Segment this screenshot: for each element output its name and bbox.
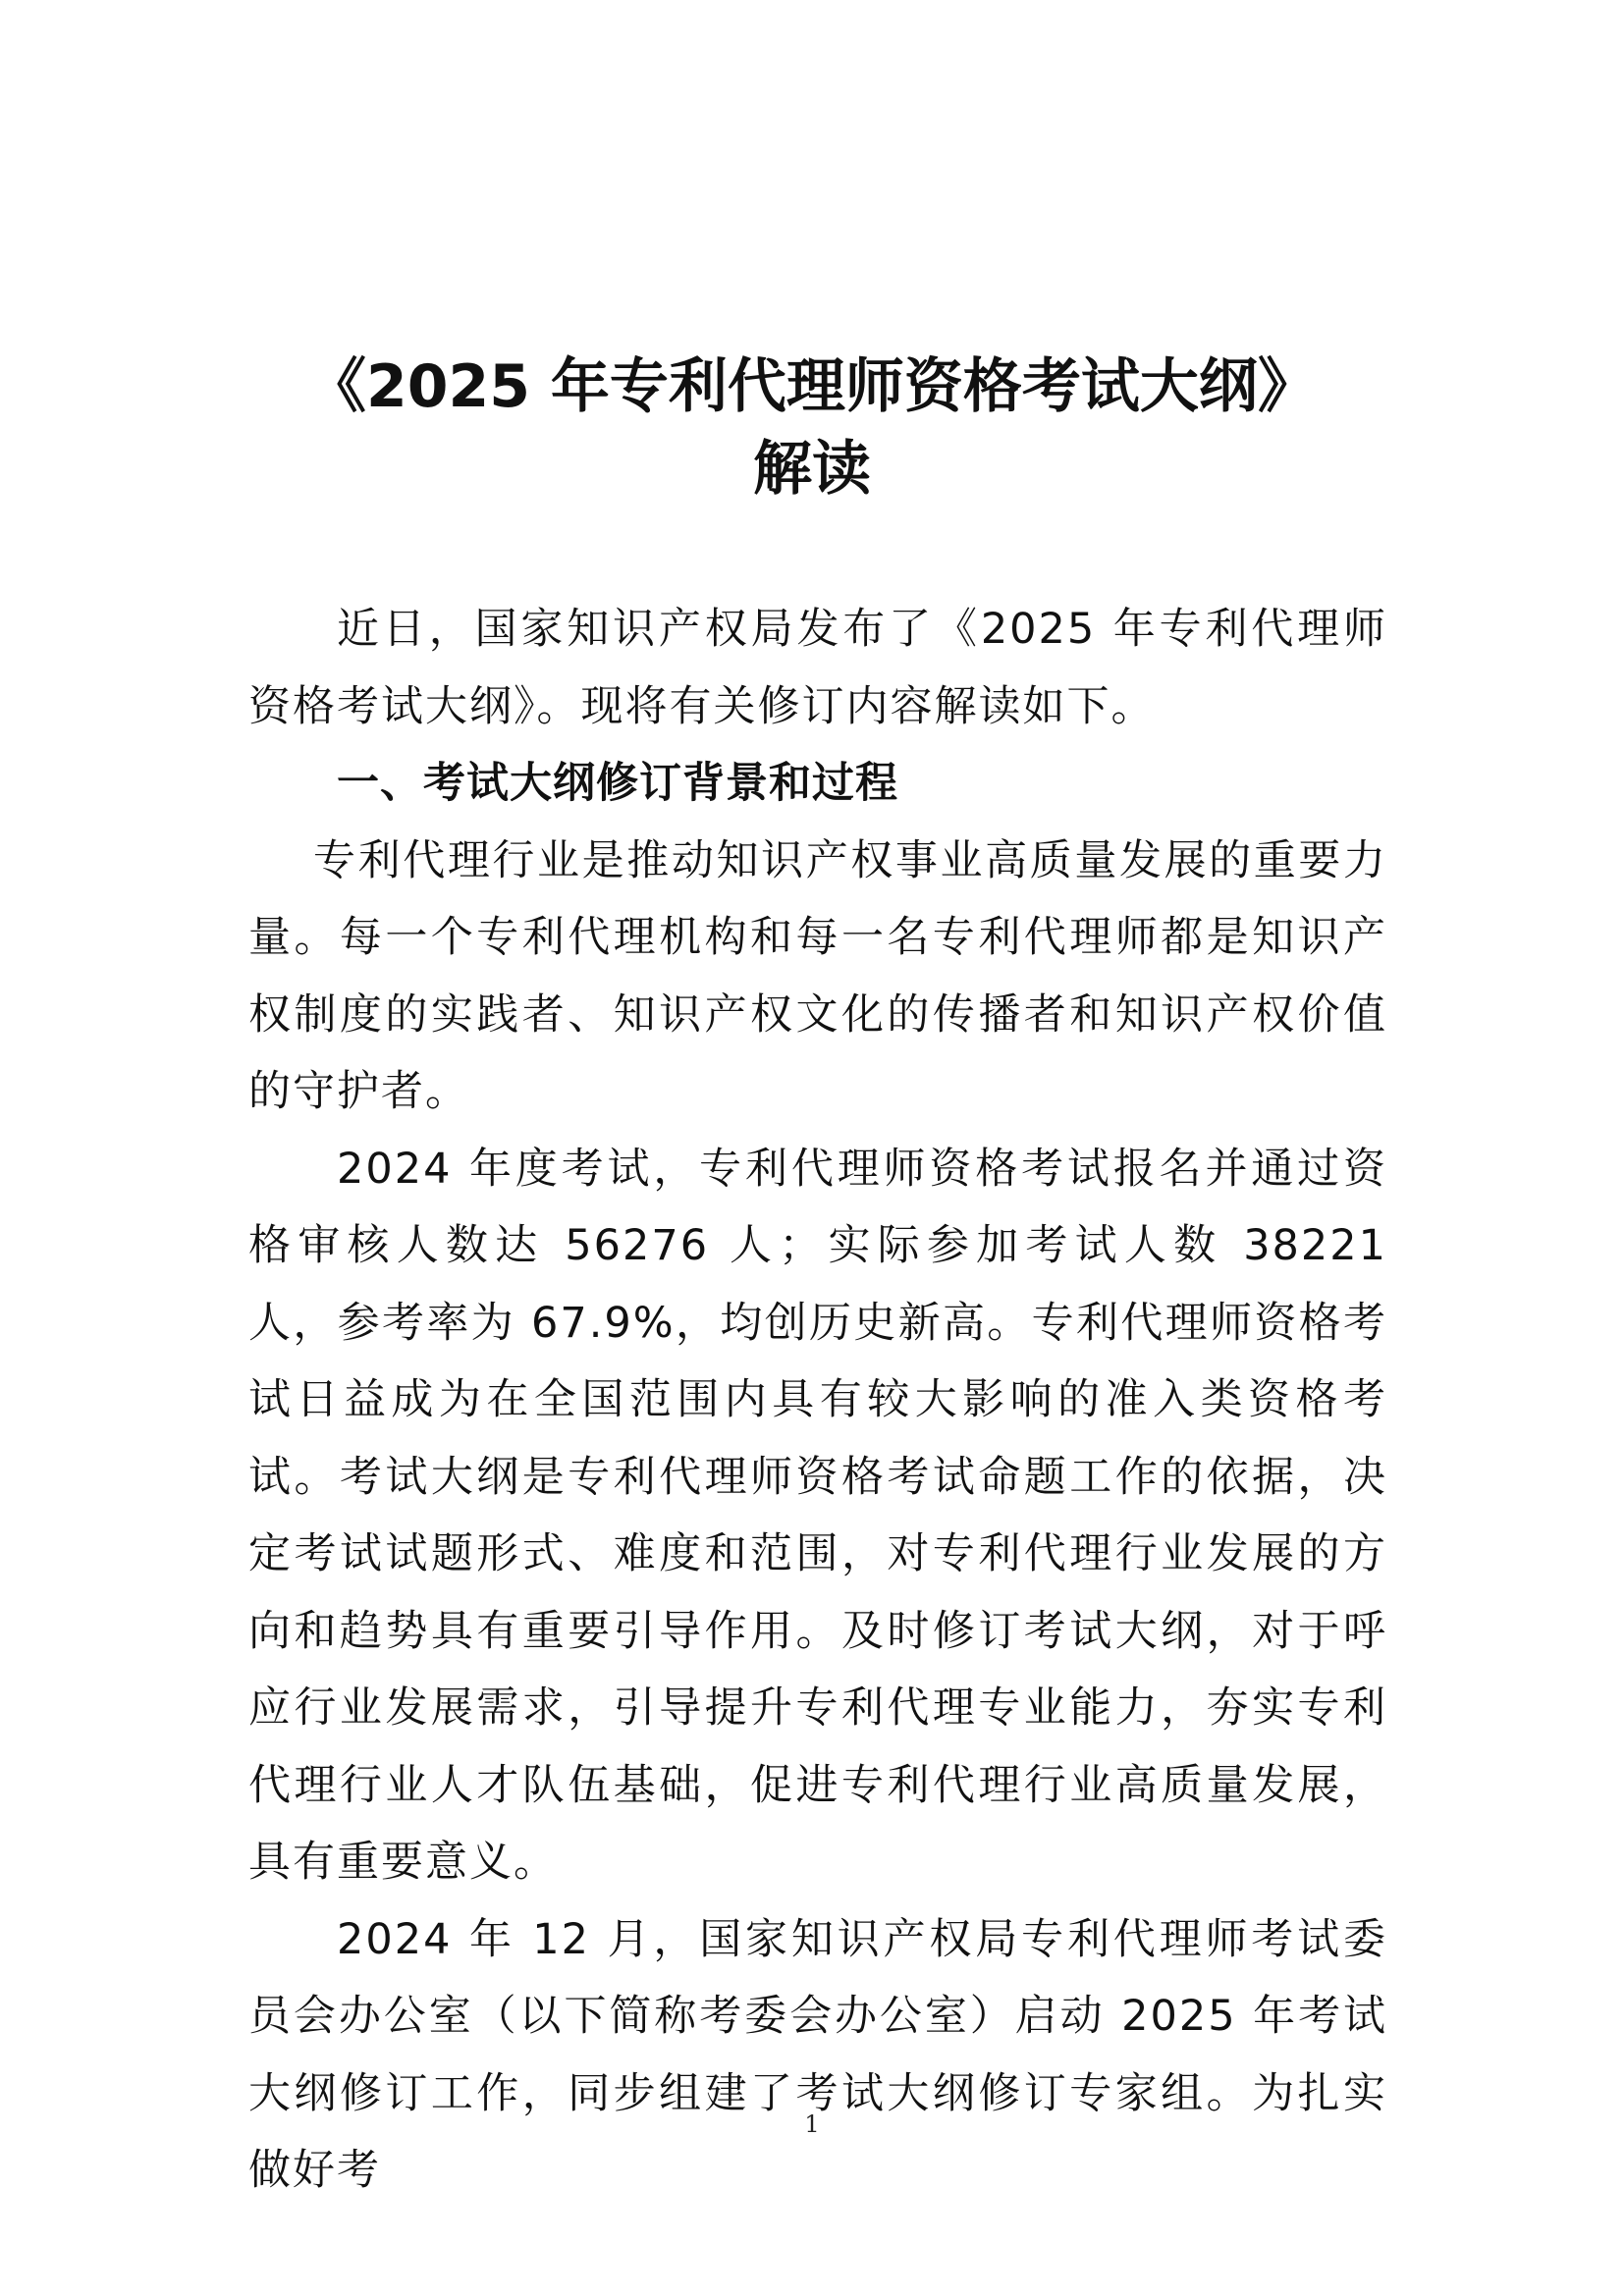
title-line-1: 《2025 年专利代理师资格考试大纲》 <box>307 352 1317 421</box>
intro-paragraph: 近日，国家知识产权局发布了《2025 年专利代理师资格考试大纲》。现将有关修订内容解读如下。 <box>248 605 1387 731</box>
document-body <box>248 591 1387 2210</box>
section-heading-1: 一、考试大纲修订背景和过程 <box>337 759 898 808</box>
document-title <box>0 346 1624 510</box>
process-paragraph: 2024 年 12 月，国家知识产权局专利代理师考试委员会办公室（以下简称考委会办公室）启动 2025 年考试大纲修订工作，同步组建了考试大纲修订专家组。为扎实做好考 <box>248 1914 1387 2195</box>
background-paragraph: 专利代理行业是推动知识产权事业高质量发展的重要力量。每一个专利代理机构和每一名专利代理师都是知识产权制度的实践者、知识产权文化的传播者和知识产权价值的守护者。 <box>248 835 1387 1116</box>
page-number: 1 <box>804 2110 820 2138</box>
title-line-2: 解读 <box>753 435 871 504</box>
statistics-paragraph: 2024 年度考试，专利代理师资格考试报名并通过资格审核人数达 56276 人；实际参加考试人数 38221 人，参考率为 67.9%，均创历史新高。专利代理师资格考试日益成为在全国范围内具有较大影响的准入类资格考试。考试大纲是专利代理师资格考试命题工作的依据，决定考试试题形式、难度和范围，对专利代理行业发展的方向和趋势具有重要引导作用。及时修订考试大纲，对于呼应行业发展需求，引导提升专利代理专业能力，夯实专利代理行业人才队伍基础，促进专利代理行业高质量发展，具有重要意义。 <box>248 1144 1387 1887</box>
